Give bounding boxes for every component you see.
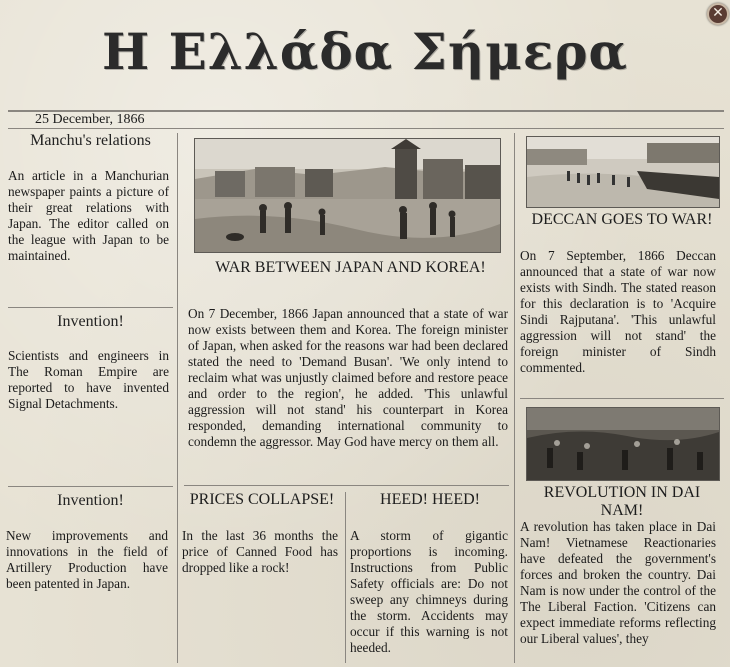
prices-collapse-body: In the last 36 months the price of Canned Food has dropped like a rock! bbox=[182, 528, 338, 575]
revolution-body: A revolution has taken place in Dai Nam! Vietnamese Reactionaries have defeated the government's forces and broken the country. Dai Nam is now under the control of the The Liberal Faction. 'Citizens can expect immediate reforms reflecting our Liberal values', they bbox=[520, 519, 716, 646]
date-rule bbox=[8, 128, 724, 129]
invention-body-1: Scientists and engineers in The Roman Empire are reported to have invented Signal Detachments. bbox=[8, 348, 169, 411]
newspaper-masthead: Η Ελλάδα Σήμερα bbox=[101, 22, 628, 81]
left-separator-2 bbox=[8, 486, 173, 487]
deccan-body: On 7 September, 1866 Deccan announced that a state of war now exists with Sindh. The stated reason for this declaration is to 'Acquire Sindi Rajputana'. 'This unlawful aggression will not stand' the foreign minister of Sindh commented. bbox=[520, 248, 716, 375]
invention-title-1: Invention! bbox=[57, 313, 124, 330]
manchu-relations-title: Manchu's relations bbox=[30, 132, 151, 149]
main-story-headline: WAR BETWEEN JAPAN AND KOREA! bbox=[215, 259, 486, 276]
heed-headline: HEED! HEED! bbox=[380, 491, 480, 508]
town-street-engraving-icon bbox=[194, 138, 501, 253]
invention-title-2: Invention! bbox=[57, 492, 124, 509]
center-separator bbox=[184, 485, 509, 486]
invention-body-2: New improvements and innovations in the field of Artillery Production have been patented in Japan. bbox=[6, 528, 168, 591]
revolution-headline: REVOLUTION IN DAI NAM! bbox=[543, 484, 701, 519]
deccan-headline: DECCAN GOES TO WAR! bbox=[531, 211, 713, 228]
issue-date: 25 December, 1866 bbox=[35, 112, 145, 127]
column-divider-center-bottom bbox=[345, 492, 346, 663]
left-separator-1 bbox=[8, 307, 173, 308]
street-battle-engraving-icon bbox=[526, 407, 720, 481]
column-divider-right bbox=[514, 133, 515, 663]
heed-body: A storm of gigantic proportions is incoming. Instructions from Public Safety officials are: Do not sweep any chimneys during the storm. Accidents may occur if this warning is not heeded. bbox=[350, 528, 508, 655]
right-separator bbox=[520, 398, 724, 399]
column-divider-left bbox=[177, 133, 178, 663]
marching-troops-photo-icon bbox=[526, 136, 720, 208]
prices-collapse-headline: PRICES COLLAPSE! bbox=[189, 491, 335, 508]
manchu-relations-body: An article in a Manchurian newspaper paints a picture of their great relations with Japan. The editor called on the league with Japan to be maintained. bbox=[8, 168, 169, 263]
close-icon[interactable]: ✕ bbox=[707, 3, 729, 25]
main-story-body: On 7 December, 1866 Japan announced that a state of war now exists between them and Korea. The foreign minister of Japan, when asked for the reasons war had been declared stated the need to 'Demand Busan'. 'We only intend to reclaim what was unjustly claimed before and restore peace and order to the region', he added. 'This unlawful aggression will not stand' his counterpart in Korea responded, demanding international community to condemn the aggressor. May God have mercy on them all. bbox=[188, 306, 508, 449]
